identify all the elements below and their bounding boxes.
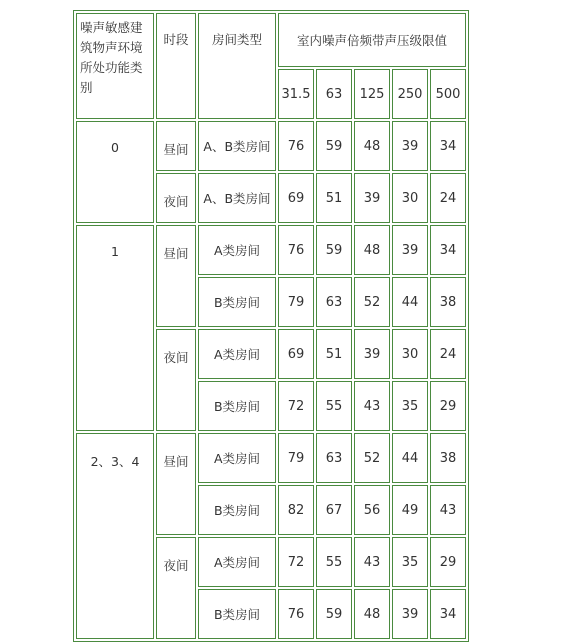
- limit-value-cell: 38: [430, 433, 466, 483]
- limit-value-cell: 43: [354, 381, 390, 431]
- room-type-cell: A类房间: [198, 225, 276, 275]
- limit-value-cell: 39: [354, 329, 390, 379]
- limit-value-cell: 55: [316, 381, 352, 431]
- limit-value-cell: 63: [316, 277, 352, 327]
- limit-value-cell: 30: [392, 329, 428, 379]
- table-row: [76, 433, 466, 483]
- limit-value-cell: 52: [354, 433, 390, 483]
- limit-value-cell: 29: [430, 381, 466, 431]
- header-frequency: 63: [316, 69, 352, 119]
- header-frequency: 250: [392, 69, 428, 119]
- room-type-cell: A类房间: [198, 537, 276, 587]
- limit-value-cell: 44: [392, 277, 428, 327]
- header-frequency: 125: [354, 69, 390, 119]
- limit-value-cell: 59: [316, 225, 352, 275]
- limit-value-cell: 29: [430, 537, 466, 587]
- limit-value-cell: 24: [430, 329, 466, 379]
- limit-value-cell: 79: [278, 277, 314, 327]
- limit-value-cell: 43: [354, 537, 390, 587]
- period-cell: 昼间: [156, 225, 196, 327]
- limit-value-cell: 69: [278, 173, 314, 223]
- limit-value-cell: 48: [354, 121, 390, 171]
- room-type-cell: A、B类房间: [198, 173, 276, 223]
- limit-value-cell: 69: [278, 329, 314, 379]
- room-type-cell: B类房间: [198, 485, 276, 535]
- limit-value-cell: 76: [278, 121, 314, 171]
- limit-value-cell: 34: [430, 121, 466, 171]
- header-period: 时段: [156, 13, 196, 119]
- limit-value-cell: 48: [354, 589, 390, 639]
- limit-value-cell: 72: [278, 537, 314, 587]
- limit-value-cell: 34: [430, 225, 466, 275]
- limit-value-cell: 82: [278, 485, 314, 535]
- limit-value-cell: 67: [316, 485, 352, 535]
- limit-value-cell: 56: [354, 485, 390, 535]
- limit-value-cell: 30: [392, 173, 428, 223]
- header-category: 噪声敏感建筑物声环境所处功能类别: [76, 13, 154, 119]
- period-cell: 昼间: [156, 121, 196, 171]
- category-cell: 1: [76, 225, 154, 431]
- limit-value-cell: 79: [278, 433, 314, 483]
- limit-value-cell: 76: [278, 589, 314, 639]
- header-frequency: 500: [430, 69, 466, 119]
- table-row: [76, 225, 466, 275]
- limit-value-cell: 24: [430, 173, 466, 223]
- header-frequency: 31.5: [278, 69, 314, 119]
- room-type-cell: B类房间: [198, 381, 276, 431]
- limit-value-cell: 76: [278, 225, 314, 275]
- room-type-cell: A类房间: [198, 433, 276, 483]
- limit-value-cell: 48: [354, 225, 390, 275]
- limit-value-cell: 38: [430, 277, 466, 327]
- header-room-type: 房间类型: [198, 13, 276, 119]
- category-cell: 0: [76, 121, 154, 223]
- limit-value-cell: 35: [392, 381, 428, 431]
- limit-value-cell: 34: [430, 589, 466, 639]
- room-type-cell: A、B类房间: [198, 121, 276, 171]
- room-type-cell: B类房间: [198, 589, 276, 639]
- period-cell: 夜间: [156, 537, 196, 639]
- category-cell: 2、3、4: [76, 433, 154, 639]
- limit-value-cell: 52: [354, 277, 390, 327]
- limit-value-cell: 39: [392, 589, 428, 639]
- period-cell: 昼间: [156, 433, 196, 535]
- limit-value-cell: 51: [316, 329, 352, 379]
- limit-value-cell: 35: [392, 537, 428, 587]
- limit-value-cell: 55: [316, 537, 352, 587]
- period-cell: 夜间: [156, 173, 196, 223]
- limit-value-cell: 59: [316, 121, 352, 171]
- room-type-cell: B类房间: [198, 277, 276, 327]
- limit-value-cell: 39: [354, 173, 390, 223]
- limit-value-cell: 43: [430, 485, 466, 535]
- limit-value-cell: 39: [392, 225, 428, 275]
- limit-value-cell: 44: [392, 433, 428, 483]
- limit-value-cell: 51: [316, 173, 352, 223]
- noise-limit-table: [73, 10, 469, 642]
- table-row: [76, 121, 466, 171]
- period-cell: 夜间: [156, 329, 196, 431]
- header-limit-title: 室内噪声倍频带声压级限值: [278, 13, 466, 67]
- limit-value-cell: 59: [316, 589, 352, 639]
- limit-value-cell: 39: [392, 121, 428, 171]
- limit-value-cell: 63: [316, 433, 352, 483]
- limit-value-cell: 72: [278, 381, 314, 431]
- limit-value-cell: 49: [392, 485, 428, 535]
- header-row-1: [76, 13, 466, 67]
- room-type-cell: A类房间: [198, 329, 276, 379]
